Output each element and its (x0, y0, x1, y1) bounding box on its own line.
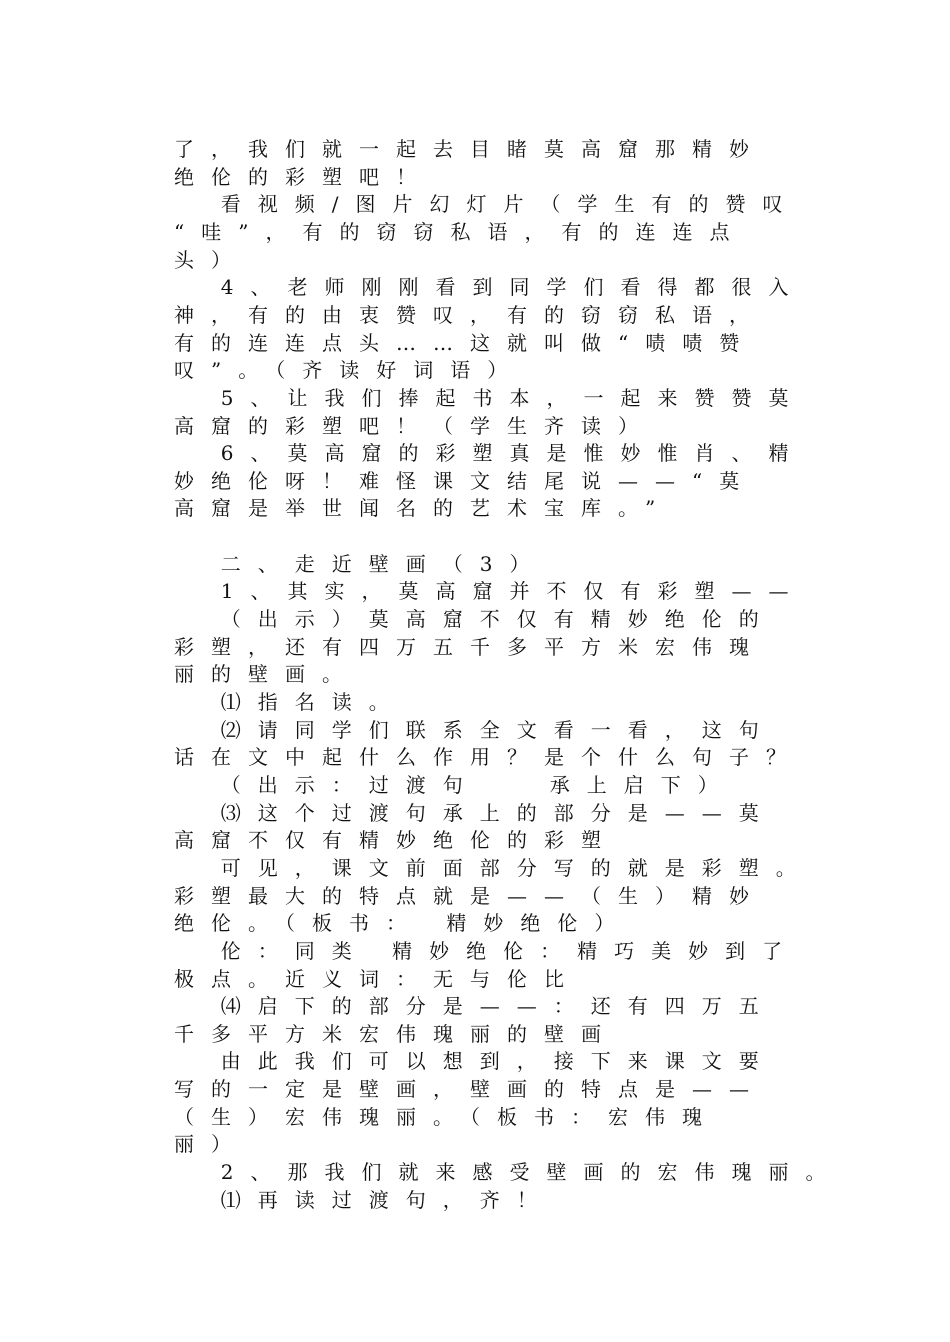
text-line: 彩塑最大的特点就是——（生）精妙 (174, 883, 766, 908)
text-line: 彩塑，还有四万五千多平方米宏伟瑰 (174, 634, 766, 659)
text-line: 绝伦的彩塑吧！ (174, 164, 433, 189)
text-line: 有的连连点头……这就叫做“啧啧赞 (174, 330, 757, 355)
text-line: 头） (174, 247, 248, 272)
text-line: 妙绝伦呀！难怪课文结尾说——“莫 (174, 468, 757, 493)
text-line: （生）宏伟瑰丽。（板书：宏伟瑰 (174, 1104, 719, 1129)
text-line: 6、莫高窟的彩塑真是惟妙惟肖、精 (174, 441, 806, 466)
text-line: 丽的壁画。 (174, 662, 359, 687)
text-line: 二、走近壁画（3） (174, 551, 547, 576)
text-line: ⑶这个过渡句承上的部分是——莫 (174, 800, 776, 825)
text-line: 4、老师刚刚看到同学们看得都很入 (174, 275, 806, 300)
text-line: （出示）莫高窟不仅有精妙绝伦的 (174, 607, 776, 632)
text-line: ⑴指名读。 (174, 690, 406, 714)
text-line: 看视频/图片幻灯片（学生有的赞叹 (174, 192, 800, 217)
text-line: 1、其实，莫高窟并不仅有彩塑—— (174, 579, 806, 604)
text-line: 由此我们可以想到，接下来课文要 (174, 1049, 776, 1074)
text-line: ⑷启下的部分是——：还有四万五 (174, 994, 776, 1019)
text-line: 极点。近义词：无与伦比 (174, 966, 581, 991)
text-line: 5、让我们捧起书本，一起来赞赞莫 (174, 385, 806, 410)
text-line: 叹”。（齐读好词语） (174, 358, 525, 383)
text-line: （出示：过渡句 承上启下） (174, 772, 735, 797)
text-line: 2、那我们就来感受壁画的宏伟瑰丽。 (174, 1160, 843, 1185)
text-line: 高窟是举世闻名的艺术宝库。” (174, 496, 673, 521)
text-line: ⑵请同学们联系全文看一看，这句 (174, 717, 776, 742)
text-line: “哇”，有的窃窃私语，有的连连点 (174, 219, 747, 244)
text-line: 了，我们就一起去目睹莫高窟那精妙 (174, 137, 766, 161)
text-line: 千多平方米宏伟瑰丽的壁画 (174, 1021, 618, 1046)
text-line: 高窟的彩塑吧！（学生齐读） (174, 413, 655, 438)
text-line: ⑴再读过渡句，齐！ (174, 1187, 554, 1212)
text-line: 伦：同类 精妙绝伦：精巧美妙到了 (174, 938, 800, 963)
text-line: 丽） (174, 1132, 248, 1157)
text-line: 可见，课文前面部分写的就是彩塑。 (174, 855, 813, 880)
text-line: 话在文中起什么作用？是个什么句子？ (174, 745, 803, 770)
text-line: 绝伦。（板书： 精妙绝伦） (174, 911, 632, 936)
text-line: 神，有的由衷赞叹，有的窃窃私语， (174, 302, 766, 327)
text-line: 写的一定是壁画，壁画的特点是—— (174, 1077, 766, 1102)
text-line: 高窟不仅有精妙绝伦的彩塑 (174, 828, 618, 853)
